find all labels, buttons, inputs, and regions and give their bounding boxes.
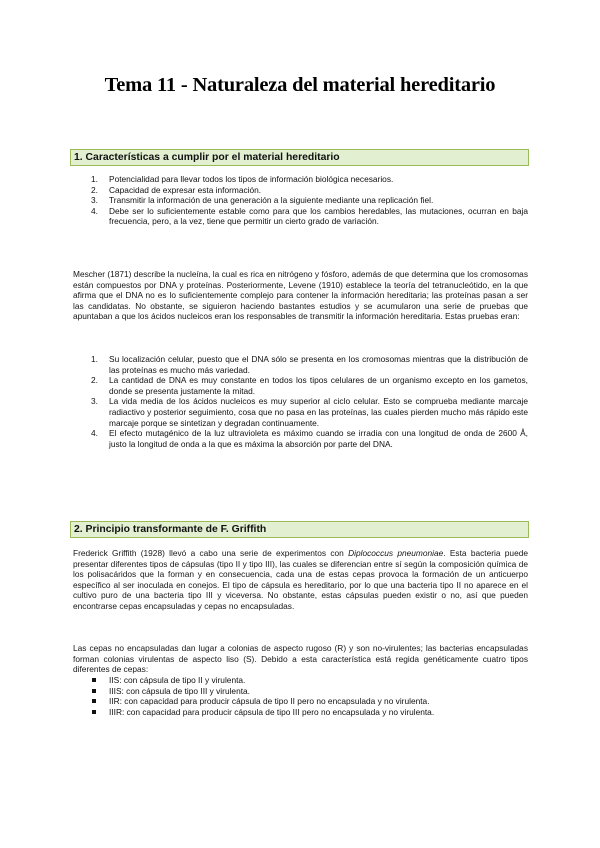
section-2-heading: 2. Principio transformante de F. Griffith [70,521,529,538]
list-number: 2. [91,184,98,195]
section-1-heading: 1. Características a cumplir por el material hereditario [70,149,529,166]
list-item [73,354,528,375]
griffith-paragraph [73,548,528,612]
list-item-text: El efecto mutagénico de la luz ultravioleta es máximo cuando se irradia con una longitud de onda de 2600 Å, justo la longitud de onda a la que es máxima la absorción por parte del DNA. [109,428,528,449]
list-item [73,375,528,396]
bullet-icon [92,699,96,703]
evidence-list [73,354,528,449]
bullet-icon [92,689,96,693]
list-item [73,195,528,206]
list-item-text: IIS: con cápsula de tipo II y virulenta. [109,675,246,685]
list-item [73,428,528,449]
list-item-text: Su localización celular, puesto que el DNA sólo se presenta en los cromosomas mientras que la distribución de las proteínas es mucho más variedad. [109,354,528,375]
list-item-text: Debe ser lo suficientemente estable como para que los cambios heredables, las mutaciones, ocurran en baja frecuencia, pero, a la vez, tiene que permitir un cierto grado de variación. [109,205,528,227]
list-item-text: Potencialidad para llevar todos los tipos de información biológica necesarios. [109,174,394,184]
strain-types-list [73,675,528,717]
list-item [73,686,528,697]
paragraph-text: Frederick Griffith (1928) llevó a cabo una serie de experimentos con [73,548,349,558]
list-item [73,185,528,196]
list-item [73,396,528,428]
requirements-list [73,174,528,227]
list-item [73,174,528,185]
list-number: 2. [91,375,98,386]
list-item-text: Transmitir la información de una generación a la siguiente mediante una replicación fiel. [109,195,434,206]
list-item [73,707,528,718]
page-title: Tema 11 - Naturaleza del material hereditario [104,74,496,96]
list-item-text: IIIS: con cápsula de tipo III y virulenta. [109,685,250,696]
list-item-text: La vida media de los ácidos nucleicos es muy superior al ciclo celular. Esto se comprueba mediante marcaje radiactivo y posterior seguimiento, cosa que no pasa en las proteínas, las cuales pierden mucho más rápido este marcaje porque se sintetizan y degradan continuamente. [109,396,528,428]
bullet-icon [92,678,96,682]
list-number: 4. [91,205,98,216]
list-item [73,675,528,686]
list-number: 1. [91,174,98,184]
bullet-icon [92,710,96,714]
list-number: 3. [91,396,98,407]
list-item-text: La cantidad de DNA es muy constante en todos los tipos celulares de un organismo excepto en los gametos, donde se presenta justamente la mitad. [109,375,528,396]
list-item [73,206,528,227]
list-item [73,696,528,707]
list-number: 4. [91,428,98,439]
list-item-text: IIIR: con capacidad para producir cápsula de tipo III pero no encapsulada y no virulenta. [109,706,435,717]
list-item-text: Capacidad de expresar esta información. [109,184,262,195]
list-number: 1. [91,354,98,364]
list-item-text: IIR: con capacidad para producir cápsula de tipo II pero no encapsulada y no virulenta. [109,696,430,707]
strains-paragraph: Las cepas no encapsuladas dan lugar a colonias de aspecto rugoso (R) y son no-virulentes; las bacterias encapsuladas forman colonias virulentas de aspecto liso (S). Debido a esta característica está regida genéticamente cuatro tipos diferentes de cepas: [73,643,528,675]
paragraph-text: . Esta bacteria puede presentar diferentes tipos de cápsulas (tipo II y tipo III), las cuales se diferencian entre sí según la composición química de los polisacáridos que la forman y en consecuencia, cada una de estas cepas provoca la formación de un anticuerpo específico al ser inoculada en conejos. El tipo de cápsula es hereditario, por lo que una bacteria tipo II no aparece en el cultivo puro de una bacteria tipo III y viceversa. No obstante, estas cápsulas pueden existir o no, así que pueden encontrarse cepas encapsuladas y cepas no encapsuladas. [73,548,528,611]
species-name: Diplococcus pneumoniae [348,548,444,558]
list-number: 3. [91,195,98,206]
history-paragraph: Mescher (1871) describe la nucleína, la cual es rica en nitrógeno y fósforo, además de que determina que los cromosomas están compuestos por DNA y proteínas. Posteriormente, Levene (1910) establece la teoría del tetranucleótido, en la que afirma que el DNA no es lo suficientemente complejo para contener la información hereditaria; las proteínas pasan a ser las candidatas. No obstante, se siguieron haciendo bastantes estudios y se acumularon una serie de pruebas que apuntaban a que los ácidos nucleicos eran los responsables de transmitir la información hereditaria. Estas pruebas eran: [73,269,528,322]
